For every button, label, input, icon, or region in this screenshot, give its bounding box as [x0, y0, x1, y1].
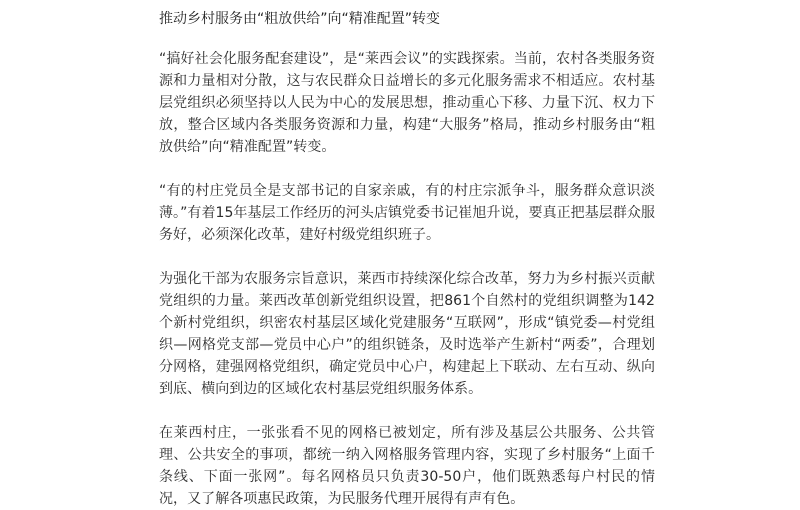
article-paragraph-4: 在莱西村庄，一张张看不见的网格已被划定，所有涉及基层公共服务、公共管理、公共安全的事项，都统一纳入网格服务管理内容，实现了乡村服务“上面千条线、下面一张网”。每名网格员只负责30-50户，他们既熟悉每户村民的情况，又了解各项惠民政策，为民服务代理开展得有声有色。	[159, 425, 655, 507]
article-heading: 推动乡村服务由“粗放供给”向“精准配置”转变	[159, 11, 441, 27]
article-paragraph-2: “有的村庄党员全是支部书记的自家亲戚，有的村庄宗派争斗，服务群众意识淡薄。”有着15年基层工作经历的河头店镇党委书记崔旭升说，要真正把基层群众服务好，必须深化改革，建好村级党组织班子。	[159, 183, 655, 243]
article-paragraph-3: 为强化干部为农服务宗旨意识，莱西市持续深化综合改革，努力为乡村振兴贡献党组织的力量。莱西改革创新党组织设置，把861个自然村的党组织调整为142个新村党组织，织密农村基层区域化党建服务“互联网”，形成“镇党委—村党组织—网格党支部—党员中心户”的组织链条，及时选举产生新村“两委”，合理划分网格，建强网格党组织，确定党员中心户，构建起上下联动、左右互动、纵向到底、横向到边的区域化农村基层党组织服务体系。	[159, 271, 655, 397]
article-body	[159, 0, 655, 510]
article-paragraph-1: “搞好社会化服务配套建设”，是“莱西会议”的实践探索。当前，农村各类服务资源和力量相对分散，这与农民群众日益增长的多元化服务需求不相适应。农村基层党组织必须坚持以人民为中心的发展思想，推动重心下移、力量下沉、权力下放，整合区域内各类服务资源和力量，构建“大服务”格局，推动乡村服务由“粗放供给”向“精准配置”转变。	[159, 51, 655, 155]
